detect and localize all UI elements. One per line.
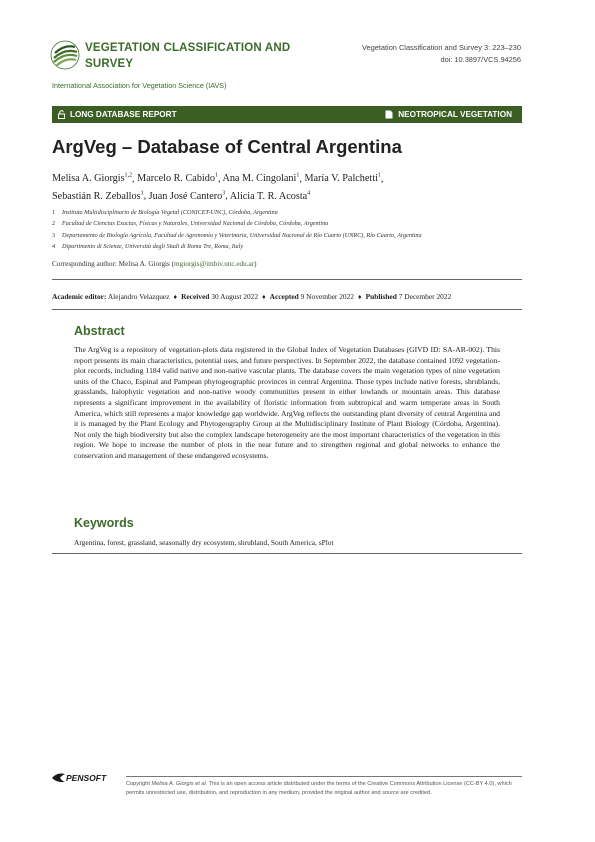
author-name[interactable]: Sebastián R. Zeballos$^1$ [52, 190, 144, 202]
leaf-logo-icon [50, 40, 80, 70]
author-name[interactable]: Juan José Cantero$^3$ [148, 190, 226, 202]
keywords-list: Argentina, forest, grassland, seasonally dry ecosystem, shrubland, South America, sPlot [74, 538, 334, 547]
divider [52, 309, 522, 310]
citation-info [362, 42, 521, 66]
article-topic-label: NEOTROPICAL VEGETATION [398, 110, 512, 119]
article-type [58, 110, 177, 119]
affiliation-item: 1 Instituto Multidisciplinario de Biología Vegetal (CONICET-UNC), Córdoba, Argentina [52, 209, 278, 216]
divider [52, 279, 522, 280]
corresponding-email-link[interactable]: mgiorgis@imbiv.unc.edu.ar [174, 260, 255, 268]
citation-volume: Vegetation Classification and Survey 3: 223–230 [361, 43, 521, 52]
author-name[interactable]: Melisa A. Giorgis$^{1,2}$ [52, 173, 133, 185]
affiliation-item: 2 Facultad de Ciencias Exactas, Físicas y Naturales, Universidad Nacional de Córdoba, Córdoba, Argentina [52, 220, 329, 228]
corresponding-author: Corresponding author: Melisa A. Giorgis (mgiorgis@imbiv.unc.edu.ar) [52, 260, 257, 268]
affiliation-item: 4 Dipartimento di Scienze, Università degli Studi di Roma Tre, Roma, Italy [52, 243, 244, 251]
journal-name: VEGETATION CLASSIFICATION AND SURVEY [85, 42, 291, 70]
journal-logo[interactable] [50, 38, 310, 76]
affiliation-item: 3 Departamento de Biología Agrícola, Facultad de Agronomía y Veterinaria, Universidad Nacional de Río Cuarto (UNRC), Río Cuarto, Argentina [52, 231, 422, 239]
author-name[interactable]: Ana M. Cingolani$^1$ [222, 173, 300, 185]
keywords-heading: Keywords [74, 516, 134, 530]
article-type-label: LONG DATABASE REPORT [70, 110, 177, 119]
author-name[interactable]: María V. Palchetti$^1$ [304, 173, 381, 185]
association-name: International Association for Vegetation Science (IAVS) [52, 81, 227, 90]
editor-name: Alejandro Velazquez [107, 292, 170, 301]
accepted-date: 9 November 2022 [300, 292, 355, 301]
bird-logo-icon [52, 772, 66, 783]
editorial-dates: Academic editor: Alejandro Velazquez ♦ Received 30 August 2022 ♦ Accepted 9 November 2022 ♦ Published 7 December 2022 [52, 292, 452, 301]
author-list: Melisa A. Giorgis$^{1,2}$, Marcelo R. Cabido$^1$, Ana M. Cingolani$^1$, María V. Palchetti$^1$, Sebastián R. Zeballos$^1$, Juan José Cantero$^3$, Alicia T. R. Acosta$^4$ [52, 173, 384, 202]
publisher-name: PENSOFT [66, 773, 107, 783]
received-date: 30 August 2022 [211, 292, 259, 301]
article-title: ArgVeg – Database of Central Argentina [52, 136, 402, 157]
author-name[interactable]: Marcelo R. Cabido$^1$ [137, 173, 218, 185]
footer-divider [126, 776, 522, 777]
author-name[interactable]: Alicia T. R. Acosta$^4$ [229, 190, 311, 202]
abstract-heading: Abstract [74, 324, 125, 338]
open-lock-icon [58, 110, 65, 119]
citation-doi[interactable]: doi: 10.3897/VCS.94256 [440, 55, 521, 64]
article-type-bar [52, 106, 522, 123]
article-topic [385, 110, 512, 119]
document-icon [385, 110, 393, 119]
affiliation-list [52, 207, 542, 253]
published-date: 7 December 2022 [398, 292, 452, 301]
abstract-body: The ArgVeg is a repository of vegetation-plots data registered in the Global Index of Vegetation Databases (GIVD ID: SA-AR-002). This report presents its main characteristics, potential uses, and future perspectives. In September 2022, the database contained 1092 vegetation-plot records, including 1184 valid native and non-native vascular plants. The database covers the main vegetation types of nine vegetation units of the Chaco, Espinal and Pampean phytogeographic provinces in central Argentina. Those types include native forests, shrublands, grasslands, halophytic vegetation and non-native woody communities present in either lowlands or mountain areas. This database represents a significant improvement in the availability of floristic information from subtropical and warm temperate areas in South America, which still represents a major knowledge gap worldwide. ArgVeg reflects the outstanding plant diversity of central Argentina and it is managed by the Plant Ecology and Phytogeography Group at the Multidisciplinary Institute of Plant Biology (Córdoba, Argentina). Not only the high biodiversity but also the complex landscape heterogeneity are the most important characteristics of the vegetation in this region. We hope to increase the number of plots in the near future and to strengthen regional and global networks to enhance the conservation and management of these endangered ecosystems. [74, 345, 500, 460]
divider [52, 553, 522, 554]
copyright-notice: Copyright Melisa A. Giorgis et al. This is an open access article distributed under the terms of the Creative Commons Attribution License (CC-BY 4.0), which permits unrestricted use, distribution, and reproduction in any medium, provided the original author and source are credited. [126, 781, 512, 796]
